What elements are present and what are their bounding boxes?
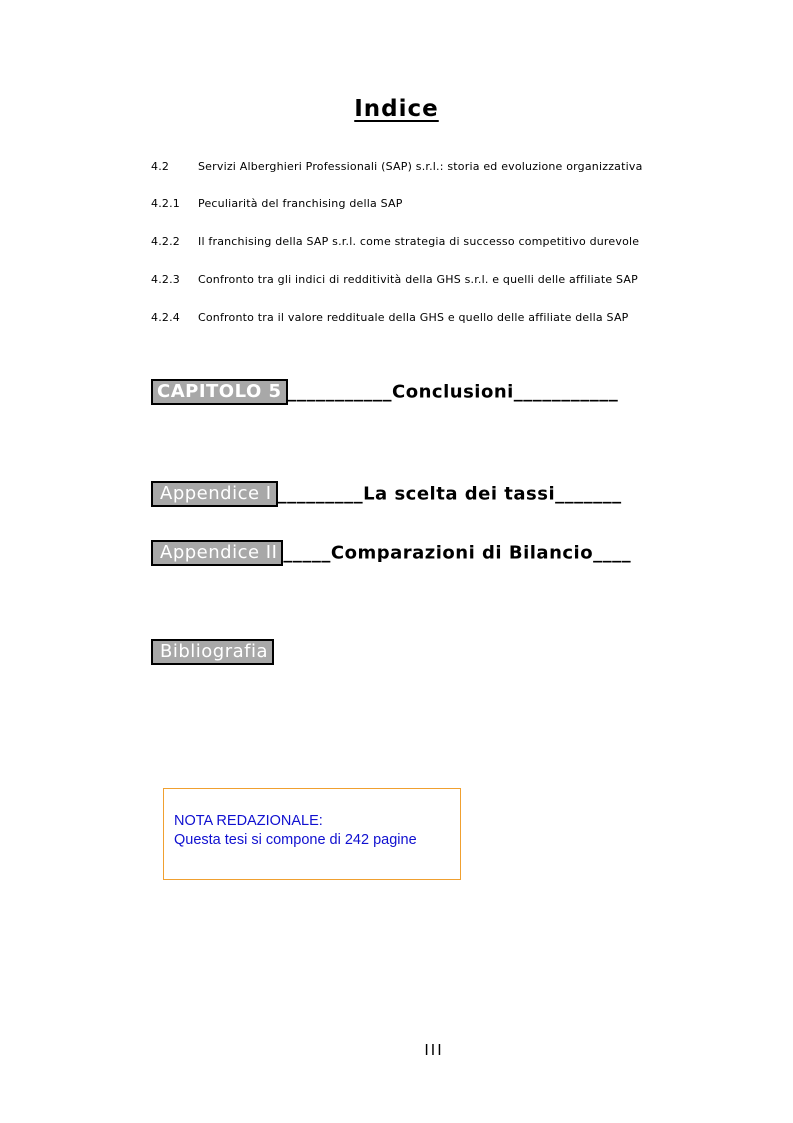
bibliography-heading: [151, 639, 274, 665]
chapter-5-title: ___________Conclusioni___________: [287, 381, 619, 403]
toc-text: Il franchising della SAP s.r.l. come strategia di successo competitivo durevole: [198, 235, 640, 248]
toc-number: 4.2.4: [151, 311, 180, 324]
appendix-1-title: _________La scelta dei tassi_______: [277, 483, 622, 505]
toc-number: 4.2: [151, 160, 170, 173]
editorial-note-heading: NOTA REDAZIONALE:: [174, 813, 323, 829]
appendix-2-title: _____Comparazioni di Bilancio____: [283, 542, 632, 564]
chapter-5-heading: [151, 379, 618, 405]
appendix-1-label: Appendice I: [151, 481, 278, 507]
chapter-5-label: CAPITOLO 5: [151, 379, 288, 405]
page-number: III: [424, 1041, 444, 1059]
toc-text: Peculiarità del franchising della SAP: [198, 197, 403, 210]
toc-text: Confronto tra gli indici di redditività della GHS s.r.l. e quelli delle affiliate SAP: [198, 273, 638, 286]
toc-entry: [151, 197, 403, 210]
toc-number: 4.2.2: [151, 235, 180, 248]
toc-entry: [151, 160, 643, 173]
toc-entry: [151, 235, 639, 248]
bibliography-label: Bibliografia: [151, 639, 274, 665]
appendix-2-heading: [151, 540, 631, 566]
editorial-note-box: [163, 788, 461, 880]
appendix-2-label: Appendice II: [151, 540, 283, 566]
page-title: Indice: [354, 96, 439, 122]
editorial-note-text: Questa tesi si compone di 242 pagine: [174, 832, 417, 848]
toc-entry: [151, 273, 638, 286]
toc-number: 4.2.3: [151, 273, 180, 286]
appendix-1-heading: [151, 481, 622, 507]
toc-entry: [151, 311, 629, 324]
toc-text: Servizi Alberghieri Professionali (SAP) s.r.l.: storia ed evoluzione organizzativa: [198, 160, 643, 173]
toc-number: 4.2.1: [151, 197, 180, 210]
toc-text: Confronto tra il valore reddituale della GHS e quello delle affiliate della SAP: [198, 311, 629, 324]
